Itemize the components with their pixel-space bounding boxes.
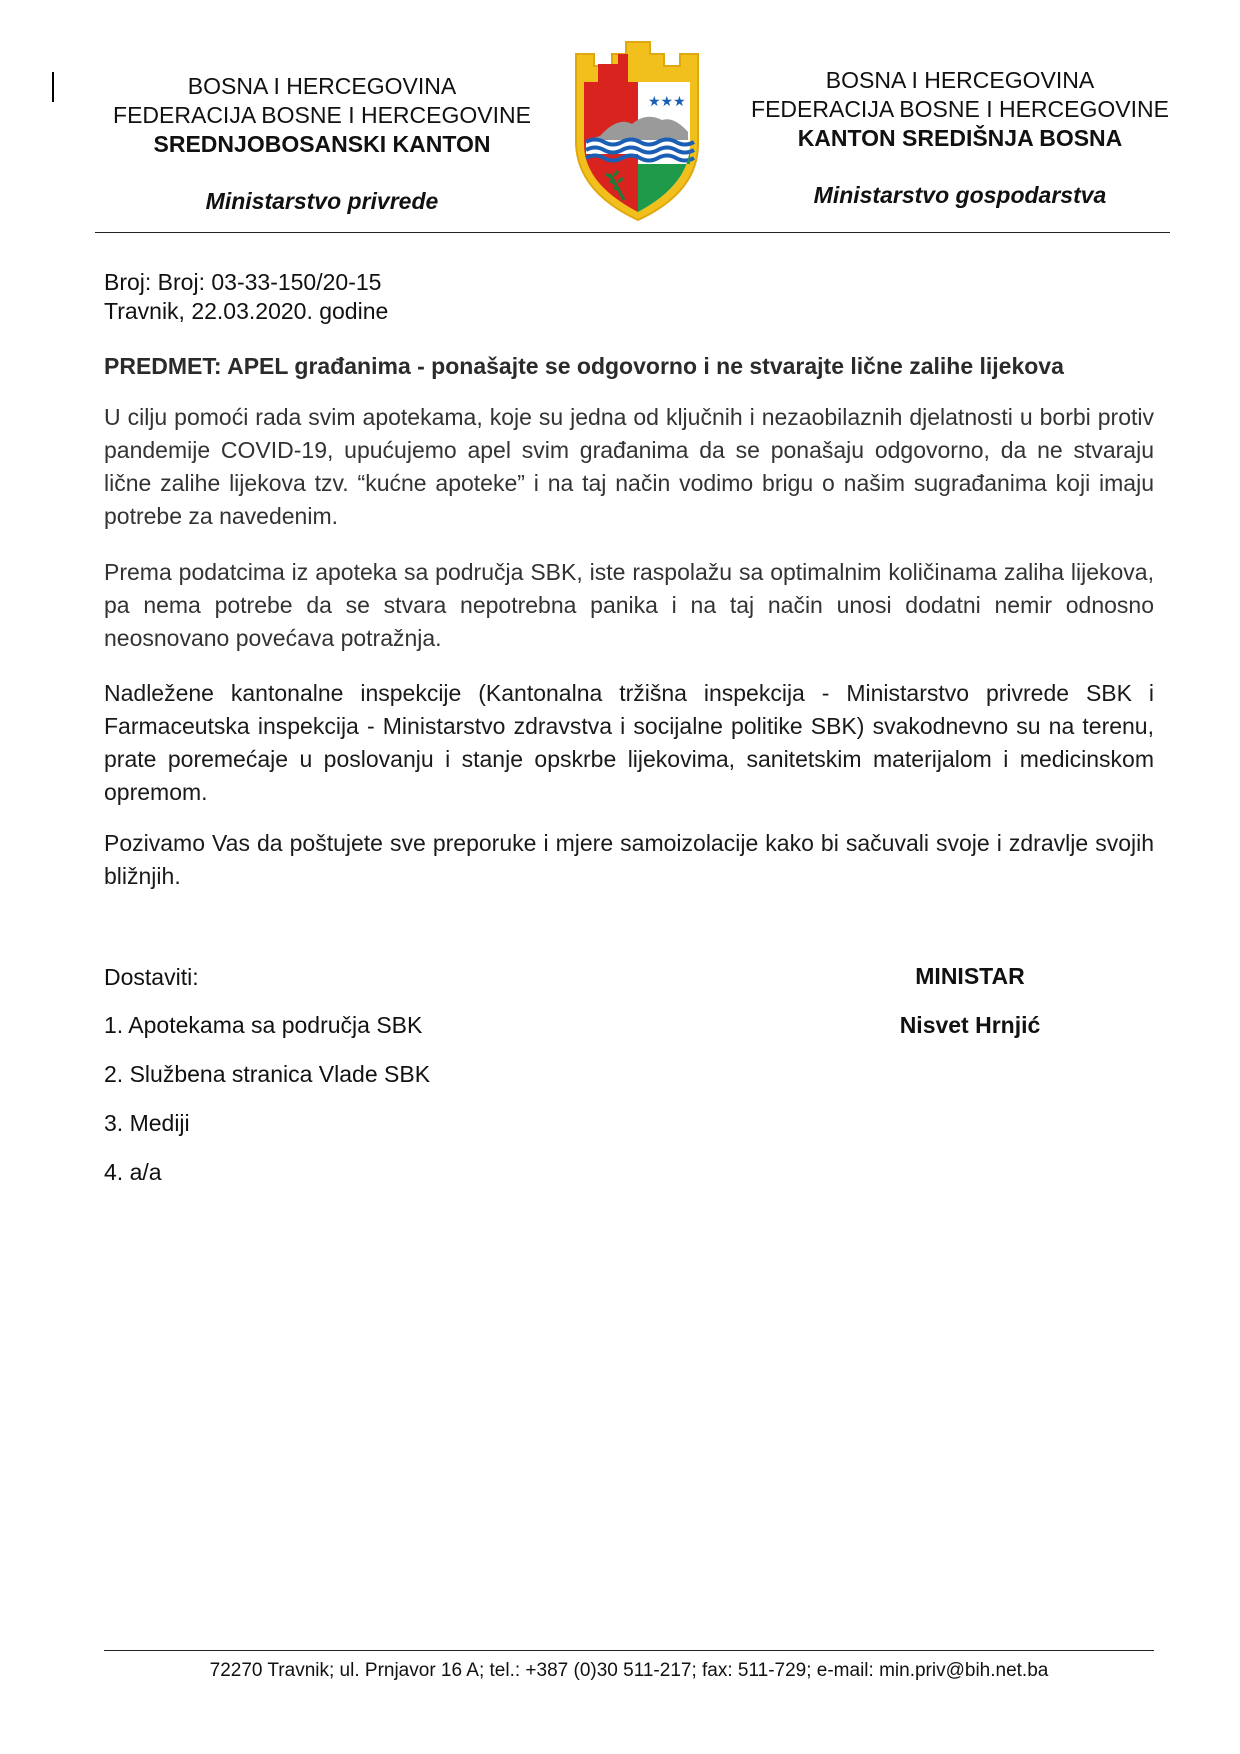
header-right-canton: KANTON SREDIŠNJA BOSNA bbox=[797, 125, 1123, 151]
coat-of-arms-icon bbox=[570, 24, 705, 229]
delivery-item: 2. Službena stranica Vlade SBK bbox=[104, 1061, 431, 1087]
signature-title: MINISTAR bbox=[915, 963, 1025, 989]
body-paragraph: Pozivamo Vas da poštujete sve preporuke i mjere samoizolacije kako bi sačuvali svoje i zdravlje svojih bližnjih. bbox=[104, 830, 1154, 889]
header-left-federation: FEDERACIJA BOSNE I HERCEGOVINE bbox=[113, 102, 531, 128]
ministry-left: Ministarstvo privrede bbox=[205, 188, 439, 214]
text-cursor bbox=[52, 72, 54, 102]
body-paragraph: Nadležene kantonalne inspekcije (Kantonalna tržišna inspekcija - Ministarstvo privrede SBK i Farmaceutska inspekcija - Ministarstvo zdravstva i socijalne politike SBK) svakodnevno su na terenu, prate poremećaje u poslovanju i stanje opskrbe lijekovima, sanitetskim materijalom i medicinskom opremom. bbox=[104, 680, 1154, 805]
subject-label: PREDMET: bbox=[104, 353, 222, 379]
subject-text: APEL građanima - ponašajte se odgovorno i ne stvarajte lične zalihe lijekova bbox=[227, 353, 1064, 379]
body-paragraph: U cilju pomoći rada svim apotekama, koje su jedna od ključnih i nezaobilaznih djelatnosti u borbi protiv pandemije COVID-19, upućujemo apel svim građanima da se ponašaju odgovorno, da ne stvaraju lične zalihe lijekova tzv. “kućne apoteke” i na taj način vodimo brigu o našim sugrađanima koji imaju potrebe za navedenim. bbox=[104, 404, 1154, 529]
footer-contact: 72270 Travnik; ul. Prnjavor 16 A; tel.: +387 (0)30 511-217; fax: 511-729; e-mail: min.priv@bih.net.ba bbox=[209, 1660, 1049, 1681]
document-meta bbox=[104, 268, 388, 326]
subject-line bbox=[104, 353, 1154, 380]
body-paragraph: Prema podatcima iz apoteka sa područja SBK, iste raspolažu sa optimalnim količinama zaliha lijekova, pa nema potrebe da se stvara nepotrebna panika i na taj način unosi dodatni nemir odnosno neosnovano povećava potražnja. bbox=[104, 559, 1154, 651]
delivery-item: 1. Apotekama sa područja SBK bbox=[104, 1012, 423, 1038]
header-right-federation: FEDERACIJA BOSNE I HERCEGOVINE bbox=[751, 96, 1169, 122]
signature-name: Nisvet Hrnjić bbox=[899, 1012, 1041, 1038]
delivery-item: 3. Mediji bbox=[104, 1110, 190, 1136]
header-left-canton: SREDNJOBOSANSKI KANTON bbox=[153, 131, 491, 157]
header-right-country: BOSNA I HERCEGOVINA bbox=[825, 67, 1095, 93]
header-left-country: BOSNA I HERCEGOVINA bbox=[187, 73, 457, 99]
delivery-label: Dostaviti: bbox=[104, 964, 199, 990]
document-number: Broj: Broj: 03-33-150/20-15 bbox=[104, 269, 382, 295]
footer-divider bbox=[104, 1650, 1154, 1651]
svg-text:★★★: ★★★ bbox=[648, 94, 686, 110]
header-right bbox=[730, 66, 1190, 153]
delivery-item: 4. a/a bbox=[104, 1159, 162, 1185]
document-place-date: Travnik, 22.03.2020. godine bbox=[104, 298, 389, 324]
header-left bbox=[82, 72, 562, 159]
ministry-right: Ministarstvo gospodarstva bbox=[813, 182, 1107, 208]
header-divider bbox=[95, 232, 1170, 233]
